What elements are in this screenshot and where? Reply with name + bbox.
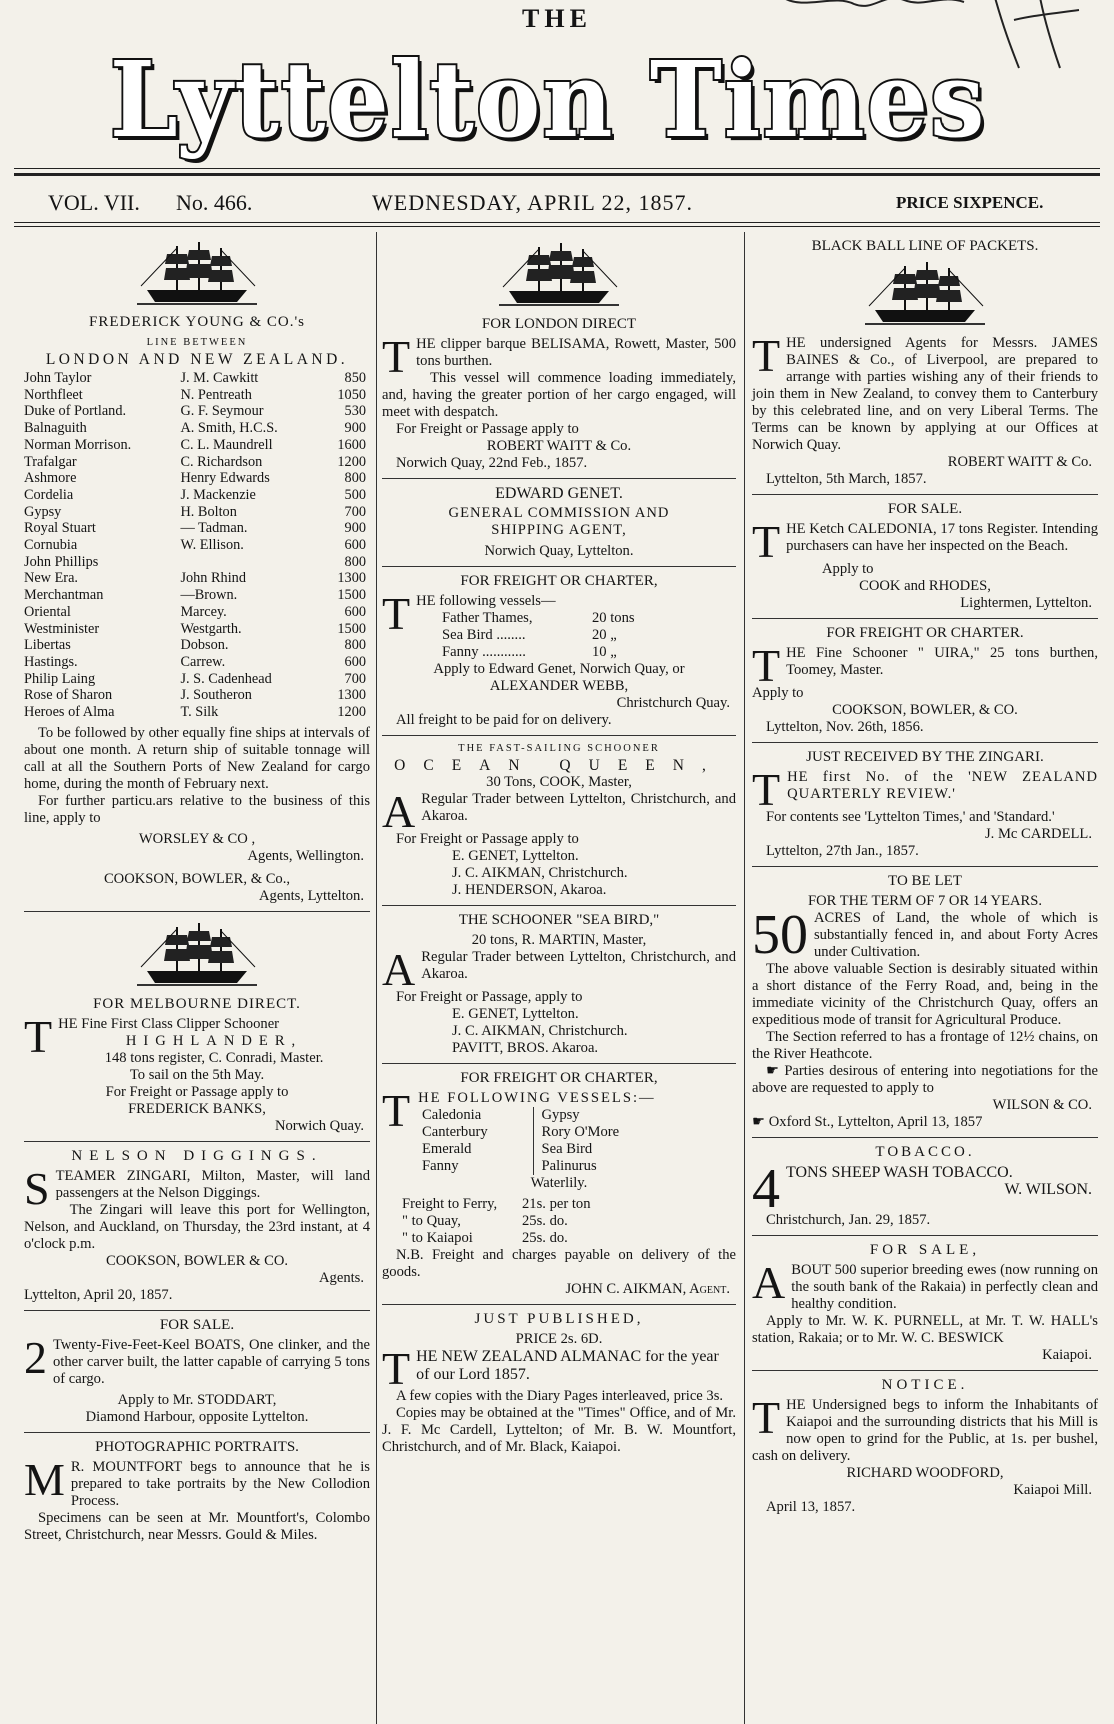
dateline-rule	[14, 222, 1100, 223]
ad-line: Norwich Quay, Lyttelton.	[484, 543, 634, 559]
ship-captain: A. Smith, H.C.S.	[180, 420, 278, 437]
ad-frederick-young	[24, 232, 370, 912]
ad-schooner-uira	[752, 619, 1098, 743]
ad-body: TEAMER ZINGARI, Milton, Master, will land passengers at the Nelson Diggings.	[55, 1167, 370, 1201]
ship-row	[24, 604, 370, 621]
ad-sea-bird	[382, 906, 736, 1064]
ad-route: LONDON AND NEW ZEALAND.	[45, 351, 349, 368]
ad-heading: EDWARD GENET.	[495, 485, 623, 502]
ship-captain: Marcey.	[180, 603, 227, 620]
ad-heading: FOR FREIGHT OR CHARTER,	[460, 1070, 658, 1086]
column-divider-1	[376, 232, 377, 1724]
ship-name: Merchantman	[24, 587, 104, 604]
ad-line: For Freight or Passage apply to	[396, 831, 579, 847]
ship-name: Norman Morrison.	[24, 436, 132, 453]
volume: VOL. VII.	[48, 190, 140, 215]
ad-land-to-let	[752, 867, 1098, 1138]
ad-body: HE Undersigned begs to inform the Inhabitants of Kaiapoi and the surrounding districts that his Mill is now open to grind for the Public, at 1s. per bushel, cash on delivery.	[752, 1397, 1098, 1464]
ship-tons: 800	[344, 637, 366, 654]
issue-number: No. 466.	[176, 190, 253, 215]
vessel-name: Rory O'More	[541, 1124, 620, 1140]
ship-name: Heroes of Alma	[24, 704, 115, 721]
drop-cap: S	[24, 1162, 50, 1214]
ad-subheading: LINE BETWEEN	[146, 337, 248, 348]
ship-captain: N. Pentreath	[180, 386, 252, 403]
agent-name: RICHARD WOODFORD,	[846, 1465, 1004, 1481]
rate-label: Freight to Ferry,	[402, 1196, 498, 1212]
ad-body: HE Fine Schooner " UIRA," 25 tons burthen, Toomey, Master.	[786, 645, 1098, 678]
agent-location: Christchurch Quay.	[616, 695, 730, 711]
agent-name: WILSON & CO.	[992, 1097, 1092, 1113]
ad-line: For contents see 'Lyttelton Times,' and 'Standard.'	[766, 809, 1055, 825]
agent-name: J. Mc CARDELL.	[984, 826, 1092, 842]
ad-line: Apply to Mr. W. K. PURNELL, at Mr. T. W. HALL's station, Rakaia; or to Mr. W. C. BESWICK	[752, 1313, 1098, 1346]
agent-name: J. C. AIKMAN, Christchurch.	[452, 865, 628, 881]
ship-name: Philip Laing	[24, 670, 96, 687]
price: PRICE SIXPENCE.	[896, 193, 1044, 212]
agent-name: W. WILSON.	[1004, 1181, 1092, 1198]
rate-row	[402, 1230, 736, 1247]
vessel-name: Emerald	[422, 1141, 472, 1157]
ad-date: Lyttelton, 5th March, 1857.	[766, 471, 927, 487]
ad-heading: FOR SALE.	[887, 501, 963, 517]
rate-label: " to Quay,	[402, 1213, 461, 1229]
ad-body: HE clipper barque BELISAMA, Rowett, Master, 500 tons burthen.	[416, 336, 736, 369]
dateline-rule-2	[14, 226, 1100, 227]
ship-captain: C. L. Maundrell	[180, 436, 273, 453]
ship-row	[24, 454, 370, 471]
ship-captain	[180, 554, 322, 571]
vessel-name: Canterbury	[422, 1124, 488, 1140]
ad-body: Regular Trader between Lyttelton, Christchurch, and Akaroa.	[421, 949, 736, 982]
ship-tons: 1500	[337, 587, 366, 604]
ship-name: Royal Stuart	[24, 520, 96, 537]
agent-location: Agents, Wellington.	[247, 847, 364, 864]
ad-line: 20 tons, R. MARTIN, Master,	[471, 932, 647, 948]
ship-captain: John Rhind	[180, 570, 246, 587]
ad-line: Copies may be obtained at the "Times" Office, and of Mr. J. F. Mc Cardell, Lyttelton; of Mr. B. W. Mountfort, Christchurch, and of Mr. Black, Kaiapoi.	[382, 1405, 736, 1455]
ship-name: Westminister	[24, 620, 100, 637]
agent-location: Lightermen, Lyttelton.	[960, 595, 1092, 611]
ad-date: Lyttelton, April 20, 1857.	[24, 1286, 173, 1303]
ad-melbourne	[24, 912, 370, 1142]
drop-cap: T	[382, 588, 411, 639]
vessel-name: Fanny ............	[442, 644, 526, 660]
column-2	[382, 232, 736, 1462]
ad-body: Regular Trader between Lyttelton, Christchurch, and Akaroa.	[421, 791, 736, 824]
ship-row	[24, 704, 370, 721]
ship-tons: 1300	[337, 570, 366, 587]
ad-heading: JUST RECEIVED BY THE ZINGARI.	[806, 749, 1044, 765]
ad-body-2: The Zingari will leave this port for Wellington, Nelson, and Auckland, on Thursday, the 23rd instant, at 4 o'clock p.m.	[24, 1201, 370, 1252]
ad-body: HE undersigned Agents for Messrs. JAMES BAINES & Co., of Liverpool, are prepared to arrange with parties wishing any of their friends to join them in New Zealand, to convey them to Canterbury by this celebrated line, and on very Liberal Terms. The Terms can be known by applying at our Offices at Norwich Quay.	[752, 335, 1098, 453]
ship-captain: J. M. Cawkitt	[180, 370, 259, 386]
ship-row	[24, 387, 370, 404]
ad-heading: FOR SALE.	[159, 1316, 235, 1333]
ad-photographic-portraits	[24, 1433, 370, 1550]
ad-line: For Freight or Passage, apply to	[396, 989, 583, 1005]
ad-freight-charter-1	[382, 567, 736, 736]
ad-date: Christchurch, Jan. 29, 1857.	[766, 1212, 931, 1228]
agent-location: Kaiapoi.	[1042, 1347, 1092, 1363]
ship-name: John Phillips	[24, 553, 99, 570]
vessel-row	[442, 627, 736, 644]
vessel-tons: 20 „	[592, 627, 617, 643]
vessel-tons: 20 tons	[592, 610, 635, 626]
ship-tons: 1200	[337, 453, 366, 470]
vessel-row	[442, 644, 736, 661]
vessel-columns	[422, 1107, 652, 1175]
ad-body: HE NEW ZEALAND ALMANAC for the year of our Lord 1857.	[416, 1348, 719, 1383]
vessel-name: Father Thames,	[442, 610, 533, 626]
ad-body: BOUT 500 superior breeding ewes (now running on the south bank of the Rakaia) in perfectly clean and healthy condition.	[791, 1262, 1098, 1312]
ship-name: Cordelia	[24, 486, 74, 503]
ad-line: N.B. Freight and charges payable on delivery of the goods.	[382, 1247, 736, 1280]
agent-location: Agents.	[319, 1269, 364, 1286]
drop-cap: T	[382, 331, 411, 382]
ship-list	[24, 370, 370, 721]
ad-heading: PHOTOGRAPHIC PORTRAITS.	[95, 1438, 299, 1455]
ad-body-3: The Section referred to has a frontage of 12½ chains, on the River Heathcote.	[752, 1029, 1098, 1062]
rate-value: 25s. do.	[522, 1230, 568, 1246]
ship-tons: 530	[344, 403, 366, 420]
ad-line: To sail on the 5th May.	[129, 1066, 265, 1083]
agent-location: Kaiapoi Mill.	[1013, 1482, 1092, 1498]
ship-tons: 1600	[337, 436, 366, 453]
ship-name: Northfleet	[24, 386, 83, 403]
ad-heading: FOR FREIGHT OR CHARTER,	[460, 573, 658, 589]
ad-line: SHIPPING AGENT,	[491, 522, 627, 538]
drop-cap: T	[24, 1010, 53, 1062]
drop-cap: A	[752, 1257, 786, 1308]
ad-body-2: Specimens can be seen at Mr. Mountfort's, Colombo Street, Christchurch, near Messrs. Gould & Miles.	[24, 1509, 370, 1543]
ad-body: HE following vessels—	[416, 593, 556, 609]
ship-tons: 1050	[337, 386, 366, 403]
vessel-name: Sea Bird ........	[442, 627, 526, 643]
ship-captain: J. Mackenzie	[180, 486, 256, 503]
vessel-last: Waterlily.	[530, 1175, 588, 1191]
ship-row	[24, 504, 370, 521]
agent-name: ROBERT WAITT & Co.	[486, 438, 632, 454]
ad-body: R. MOUNTFORT begs to announce that he is prepared to take portraits by the New Collodion Process.	[70, 1458, 370, 1509]
column-divider-2	[744, 232, 745, 1724]
ship-name: OCEAN QUEEN,	[394, 757, 724, 774]
vessel-tons: 10 „	[592, 644, 617, 660]
agent-name: JOHN C. AIKMAN, Agent.	[565, 1281, 730, 1297]
ship-captain: Carrew.	[180, 653, 226, 670]
rate-value: 25s. do.	[522, 1213, 568, 1229]
ad-boats-for-sale	[24, 1311, 370, 1433]
drop-cap: T	[752, 330, 781, 381]
ship-row	[24, 487, 370, 504]
ship-name: Oriental	[24, 603, 71, 620]
masthead-the: THE	[522, 4, 592, 33]
ship-name: New Era.	[24, 570, 78, 587]
ad-line: 148 tons register, C. Conradi, Master.	[104, 1049, 324, 1066]
vessel-name: Fanny	[422, 1158, 459, 1174]
ad-date: ☛ Oxford St., Lyttelton, April 13, 1857	[752, 1114, 983, 1130]
rate-list	[402, 1196, 736, 1247]
ship-name: Duke of Portland.	[24, 403, 127, 420]
ship-row	[24, 537, 370, 554]
ship-tons: 900	[344, 420, 366, 437]
ship-row	[24, 587, 370, 604]
ship-tons: 700	[344, 670, 366, 687]
ad-subheading: THE FAST-SAILING SCHOONER	[458, 743, 660, 754]
ad-heading: TO BE LET	[888, 873, 962, 889]
masthead-rule-thick	[14, 173, 1100, 176]
pointing-hand-icon: ☛	[766, 1063, 780, 1079]
ship-row	[24, 654, 370, 671]
ship-captain: C. Richardson	[180, 453, 263, 470]
ad-date: Lyttelton, 27th Jan., 1857.	[766, 843, 919, 859]
ad-line: Apply to	[752, 685, 804, 701]
rate-row	[402, 1213, 736, 1230]
ship-tons: 850	[344, 370, 366, 386]
column-1	[24, 232, 370, 1550]
ad-ewes-for-sale	[752, 1236, 1098, 1371]
agent-name: COOKSON, BOWLER, & Co.,	[103, 870, 291, 887]
vessel-list	[442, 610, 736, 661]
ad-heading: FOR SALE,	[869, 1242, 981, 1258]
ship-row	[24, 554, 370, 571]
ship-name: Libertas	[24, 637, 71, 654]
drop-cap: T	[752, 1392, 781, 1443]
ad-heading: BLACK BALL LINE OF PACKETS.	[811, 238, 1039, 254]
ad-heading: NELSON DIGGINGS.	[71, 1147, 323, 1164]
ad-date: April 13, 1857.	[766, 1499, 856, 1515]
ship-captain: H. Bolton	[180, 503, 237, 520]
agent-name: PAVITT, BROS. Akaroa.	[452, 1040, 599, 1056]
ad-line: A few copies with the Diary Pages interleaved, price 3s.	[396, 1388, 724, 1404]
ad-ocean-queen	[382, 736, 736, 906]
drop-cap: T	[752, 516, 781, 567]
agent-name: J. HENDERSON, Akaroa.	[452, 882, 607, 898]
ad-body: TONS SHEEP WASH TOBACCO.	[786, 1164, 1013, 1181]
rate-value: 21s. per ton	[522, 1196, 591, 1212]
ship-tons: 1300	[337, 687, 366, 704]
vessel-name: Sea Bird	[541, 1141, 593, 1157]
ad-heading: FOR LONDON DIRECT	[481, 316, 637, 332]
agent-name: ALEXANDER WEBB,	[489, 678, 629, 694]
rate-label: " to Kaiapoi	[402, 1230, 473, 1246]
ad-line: All freight to be paid for on delivery.	[396, 712, 612, 728]
ship-name: Cornubia	[24, 537, 78, 554]
ad-body: HE Ketch CALEDONIA, 17 tons Register. Intending purchasers can have her inspected on the Beach.	[786, 521, 1098, 554]
ad-kaiapoi-mill	[752, 1371, 1098, 1522]
ad-line: For Freight or Passage apply to	[396, 421, 579, 437]
ship-row	[24, 520, 370, 537]
ad-body-2: The above valuable Section is desirably situated within a short distance of the Ferry Road, and, being in the immediate vicinity of the Christchurch Quay, offers an expeditious mode of transit for Agricultural Produce.	[752, 961, 1098, 1028]
dateline	[14, 190, 1100, 220]
drop-cap: 50	[752, 904, 808, 966]
agent-location: Agents, Lyttelton.	[259, 887, 364, 904]
ad-body: ACRES of Land, the whole of which is substantially fenced in, and about Forty Acres under Cultivation.	[814, 910, 1098, 960]
column-3	[752, 232, 1098, 1522]
ship-row	[24, 570, 370, 587]
agent-name: E. GENET, Lyttelton.	[452, 1006, 579, 1022]
drop-cap: 2	[24, 1331, 47, 1383]
ad-heading: THE SCHOONER "SEA BIRD,"	[458, 912, 660, 928]
masthead-rule	[14, 168, 1100, 169]
ship-captain: — Tadman.	[180, 520, 248, 537]
ad-ketch-caledonia	[752, 495, 1098, 619]
ad-body-4: ☛ Parties desirous of entering into negotiations for the above are requested to apply to	[752, 1063, 1098, 1096]
rate-row	[402, 1196, 736, 1213]
ad-body-2: This vessel will commence loading immediately, and, having the greater portion of her cargo engaged, will meet with despatch.	[382, 370, 736, 420]
ship-captain: G. F. Seymour	[180, 403, 264, 420]
ad-line: 30 Tons, COOK, Master,	[486, 774, 632, 790]
ad-heading: JUST PUBLISHED,	[474, 1311, 644, 1327]
agent-name: COOKSON, BOWLER & CO.	[105, 1252, 289, 1269]
drop-cap: A	[382, 786, 416, 837]
ship-captain: J. S. Cadenhead	[180, 670, 272, 687]
ship-row	[24, 671, 370, 688]
ad-line: GENERAL COMMISSION AND	[448, 505, 670, 521]
ad-black-ball-line	[752, 232, 1098, 495]
issue-date: WEDNESDAY, APRIL 22, 1857.	[372, 190, 693, 215]
ship-row	[24, 687, 370, 704]
drop-cap: M	[24, 1453, 65, 1505]
ship-name: Trafalgar	[24, 453, 77, 470]
ad-london-direct	[382, 232, 736, 479]
ship-captain: —Brown.	[180, 587, 238, 604]
ad-heading: FOR MELBOURNE DIRECT.	[93, 995, 301, 1012]
ship-tons: 900	[344, 520, 366, 537]
ship-tons: 700	[344, 503, 366, 520]
ship-tons: 1500	[337, 620, 366, 637]
vessel-row	[442, 610, 736, 627]
ship-icon	[865, 259, 985, 331]
vessel-name: Caledonia	[422, 1107, 482, 1123]
agent-name: ROBERT WAITT & Co.	[947, 454, 1092, 470]
ship-captain: Henry Edwards	[180, 470, 270, 487]
ad-freight-charter-2	[382, 1064, 736, 1305]
ship-captain: Dobson.	[180, 637, 229, 654]
ship-tons: 600	[344, 653, 366, 670]
ship-captain: W. Ellison.	[180, 537, 244, 554]
ad-nelson-diggings	[24, 1142, 370, 1311]
ad-line: For Freight or Passage apply to	[105, 1083, 289, 1100]
ad-date: Lyttelton, Nov. 26th, 1856.	[766, 719, 924, 735]
ship-name: Gypsy	[24, 503, 62, 520]
ship-captain: J. Southeron	[180, 687, 252, 704]
ship-row	[24, 470, 370, 487]
ad-almanac	[382, 1305, 736, 1462]
agent-name: COOKSON, BOWLER, & CO.	[832, 702, 1018, 718]
ad-line: Diamond Harbour, opposite Lyttelton.	[85, 1408, 309, 1425]
ship-tons: 800	[344, 553, 366, 570]
ad-tobacco	[752, 1138, 1098, 1236]
ship-row	[24, 370, 370, 387]
ship-name: John Taylor	[24, 370, 92, 386]
agent-name: WORSLEY & CO ,	[138, 830, 256, 847]
ad-line: Apply to Mr. STODDART,	[117, 1391, 277, 1408]
drop-cap: T	[752, 640, 781, 691]
ad-subheading: FOR THE TERM OF 7 OR 14 YEARS.	[807, 893, 1043, 909]
drop-cap: T	[382, 1085, 413, 1136]
ship-icon	[137, 920, 257, 992]
ad-edward-genet	[382, 479, 736, 567]
drop-cap: A	[382, 944, 416, 995]
vessel-list-right	[542, 1107, 653, 1175]
ship-tons: 1200	[337, 704, 366, 721]
ad-body: To be followed by other equally fine ships at intervals of about one month. A return ship of suitable tonnage will call at all the Southern Ports of New Zealand for cargo home, during the month of February next.	[24, 724, 370, 792]
agent-name: J. C. AIKMAN, Christchurch.	[452, 1023, 628, 1039]
ship-row	[24, 403, 370, 420]
ship-row	[24, 437, 370, 454]
ad-quarterly-review	[752, 743, 1098, 867]
ship-name: HIGHLANDER,	[125, 1032, 303, 1049]
ad-body-2: For further particu.ars relative to the business of this line, apply to	[24, 792, 370, 826]
ship-name: Hastings.	[24, 653, 78, 670]
vessel-list-left	[422, 1107, 534, 1175]
drop-cap: 4	[752, 1158, 780, 1220]
ad-body: HE Fine First Class Clipper Schooner	[58, 1015, 280, 1032]
ship-captain: Westgarth.	[180, 620, 242, 637]
ship-tons: 500	[344, 486, 366, 503]
ship-row	[24, 637, 370, 654]
ad-body: HE first No. of the 'NEW ZEALAND QUARTERLY REVIEW.'	[787, 769, 1098, 802]
masthead-title: Lyttelton Times	[109, 38, 987, 161]
ship-name: Ashmore	[24, 470, 77, 487]
ship-tons: 600	[344, 537, 366, 554]
agent-name: FREDERICK BANKS,	[128, 1100, 266, 1117]
ship-name: Rose of Sharon	[24, 687, 113, 704]
ship-tons: 600	[344, 603, 366, 620]
ad-body: HE FOLLOWING VESSELS:—	[418, 1090, 656, 1106]
agent-location: Norwich Quay.	[274, 1117, 364, 1134]
ship-row	[24, 621, 370, 638]
ad-heading: NOTICE.	[881, 1377, 969, 1393]
ad-heading: FOR FREIGHT OR CHARTER.	[826, 625, 1024, 641]
ship-icon	[499, 240, 619, 312]
ship-row	[24, 420, 370, 437]
drop-cap: T	[382, 1343, 411, 1394]
pointing-hand-icon: ☛	[752, 1114, 766, 1130]
ad-price: PRICE 2s. 6D.	[515, 1331, 603, 1347]
vessel-name: Palinurus	[541, 1158, 597, 1174]
ad-heading: TOBACCO.	[875, 1144, 975, 1160]
ad-line: Apply to	[822, 561, 874, 577]
ship-captain: T. Silk	[180, 704, 219, 721]
ad-line: Apply to Edward Genet, Norwich Quay, or	[433, 661, 685, 677]
vessel-name: Gypsy	[541, 1107, 580, 1123]
agent-name: COOK and RHODES,	[859, 578, 991, 594]
agent-name: E. GENET, Lyttelton.	[452, 848, 579, 864]
ship-tons: 800	[344, 470, 366, 487]
ad-body: Twenty-Five-Feet-Keel BOATS, One clinker, and the other carver built, the latter capable of carrying 5 tons of cargo.	[53, 1336, 370, 1387]
ad-heading: FREDERICK YOUNG & CO.'s	[89, 314, 305, 330]
ship-icon	[137, 240, 257, 310]
ad-date: Norwich Quay, 22nd Feb., 1857.	[396, 455, 588, 471]
drop-cap: T	[752, 764, 782, 815]
ship-name: Balnaguith	[24, 420, 87, 437]
